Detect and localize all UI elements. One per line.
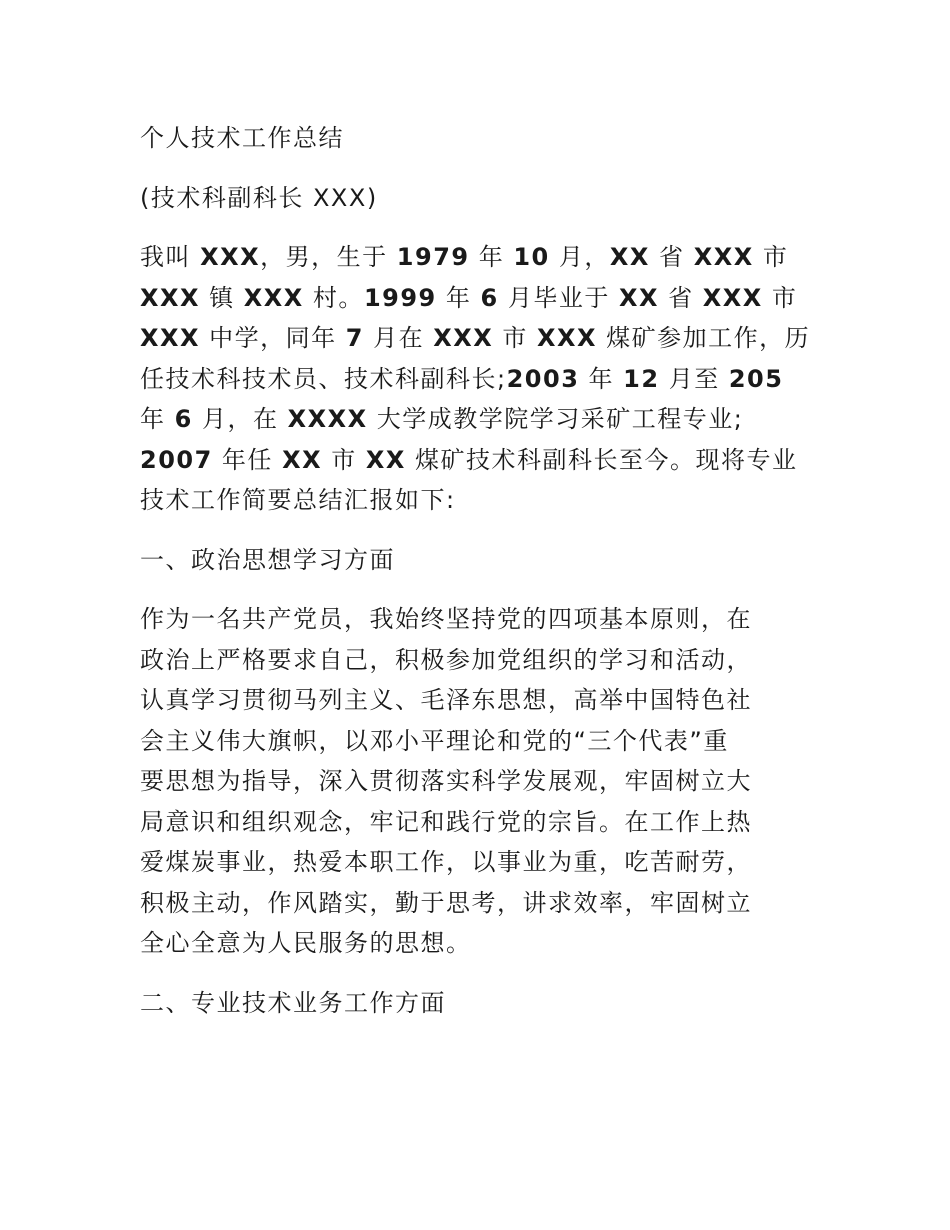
paragraph-line: 要思想为指导，深入贯彻落实科学发展观，牢固树立大	[140, 767, 752, 795]
intro-line	[140, 278, 805, 319]
text-run: 月，	[549, 243, 610, 271]
text-run: 省	[658, 283, 703, 312]
bold-text-run: XXX	[693, 243, 754, 271]
text-run: 月在	[363, 324, 434, 352]
text-run: 月至	[659, 364, 729, 393]
text-run: 大学成教学院学习采矿工程专业;	[367, 405, 744, 433]
intro-paragraph	[140, 237, 811, 521]
paragraph-line: 全心全意为人民服务的思想。	[140, 929, 472, 957]
text-run: 技术工作简要总结汇报如下:	[140, 486, 456, 514]
bold-text-run: 1999	[363, 283, 437, 312]
intro-line	[140, 480, 805, 521]
bold-text-run: XX	[618, 283, 659, 312]
bold-text-run: 1979	[396, 243, 470, 271]
document-title: 个人技术工作总结	[140, 124, 344, 152]
paragraph-line: 积极主动，作风踏实，勤于思考，讲求效率，牢固树立	[140, 888, 752, 917]
document-subtitle: (技术科副科长 XXX)	[140, 183, 378, 212]
paragraph-line: 会主义伟大旗帜，以邓小平理论和党的“三个代表”重	[140, 726, 729, 755]
paragraph-line: 爱煤炭事业，热爱本职工作，以事业为重，吃苦耐劳，	[140, 848, 752, 876]
bold-text-run: XXX	[537, 324, 598, 352]
text-run: 村。	[303, 283, 364, 312]
text-run: 市	[322, 445, 366, 474]
text-run: 市	[762, 283, 798, 312]
intro-line	[140, 359, 805, 400]
bold-text-run: XXX	[140, 283, 201, 312]
bold-text-run: 6	[174, 405, 193, 433]
text-run: 市	[753, 243, 789, 271]
paragraph-line: 认真学习贯彻马列主义、毛泽东思想，高举中国特色社	[140, 686, 752, 714]
bold-text-run: 2003	[506, 364, 580, 393]
text-run: 煤矿技术科副科长至今。现将专业	[405, 445, 798, 474]
intro-line	[140, 399, 805, 440]
bold-text-run: XX	[282, 445, 323, 474]
text-run: ，男，生于	[260, 243, 397, 271]
paragraph-line: 局意识和组织观念，牢记和践行党的宗旨。在工作上热	[140, 807, 752, 836]
text-run: 省	[649, 243, 694, 271]
text-run: 我叫	[140, 243, 201, 271]
text-run: 年	[579, 364, 624, 393]
document-body	[140, 118, 811, 1023]
intro-line	[140, 318, 811, 359]
bold-text-run: XXX	[702, 283, 763, 312]
text-run: 月，在	[192, 405, 288, 433]
bold-text-run: XX	[365, 445, 406, 474]
intro-line	[140, 440, 805, 481]
paragraph-line: 作为一名共产党员，我始终坚持党的四项基本原则，在	[140, 605, 752, 633]
section-heading-technical: 二、专业技术业务工作方面	[140, 988, 446, 1017]
text-run: 年任	[212, 445, 283, 474]
text-run: 年	[140, 405, 175, 433]
text-run: 任技术科技术员、技术科副科长;	[140, 364, 507, 393]
text-run: 煤矿参加工作，历	[597, 324, 811, 352]
bold-text-run: 12	[623, 364, 660, 393]
section-heading-politics: 一、政治思想学习方面	[140, 545, 395, 574]
bold-text-run: 205	[728, 364, 784, 393]
bold-text-run: 2007	[140, 445, 213, 474]
bold-text-run: XXX	[200, 243, 261, 271]
intro-line	[140, 237, 805, 278]
text-run: 镇	[200, 283, 244, 312]
text-run: 年	[436, 283, 481, 312]
bold-text-run: XXXX	[287, 405, 368, 433]
text-run: 年	[469, 243, 514, 271]
bold-text-run: XXX	[140, 324, 201, 352]
text-run: 月毕业于	[498, 283, 619, 312]
bold-text-run: XXX	[243, 283, 304, 312]
bold-text-run: XXX	[433, 324, 494, 352]
bold-text-run: 10	[513, 243, 550, 271]
bold-text-run: 7	[345, 324, 364, 352]
bold-text-run: XX	[609, 243, 650, 271]
text-run: 中学，同年	[200, 324, 346, 352]
politics-paragraph	[140, 599, 805, 964]
text-run: 市	[493, 324, 538, 352]
paragraph-line: 政治上严格要求自己，积极参加党组织的学习和活动，	[140, 645, 752, 674]
bold-text-run: 6	[480, 283, 499, 312]
